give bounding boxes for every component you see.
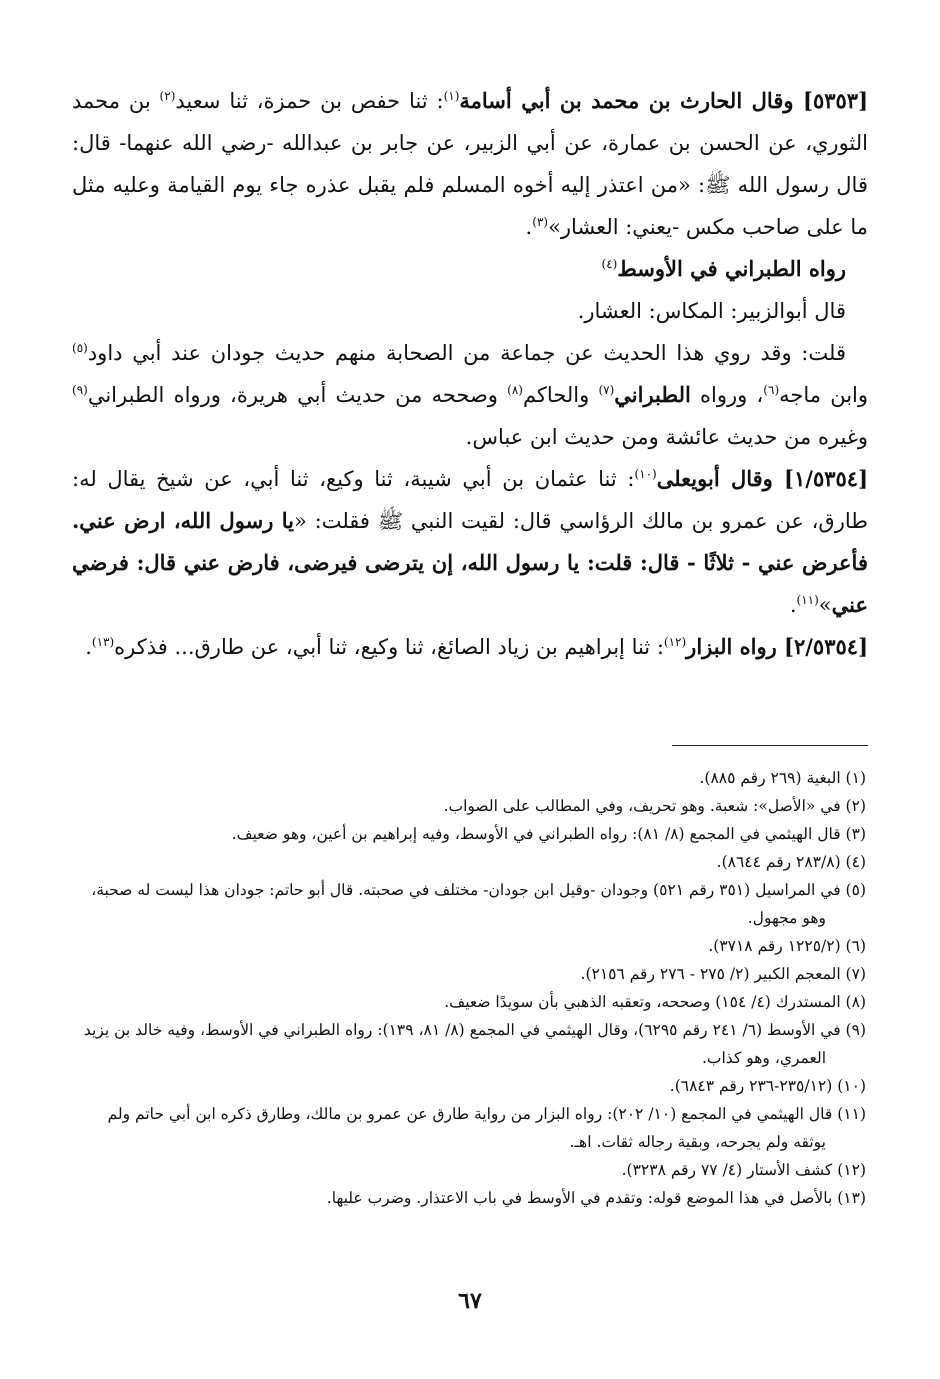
qultu-text-2: وابن ماجه	[779, 383, 869, 407]
footnote-ref-4[interactable]: (٤)	[601, 257, 618, 271]
footnote-ref-8[interactable]: (٨)	[507, 383, 523, 397]
qultu-text-4: والحاكم	[522, 383, 599, 407]
entry-5353-end: .	[525, 215, 533, 239]
entry-5354-1-quote: يا رسول الله، ارض عني. فأعرض عني - ثلاثًا - قال: قلت: يا رسول الله، إن يترضى فيرضى، فارض عني قال: فرضي عني	[72, 508, 868, 617]
footnote-11: (١١) قال الهيثمي في المجمع (١٠/ ٢٠٢): رواه البزار من رواية طارق عن عمرو بن مالك، وطارق ذكره ابن أبي حاتم ولم يوثقه ولم يجرحه، وبقية رجاله ثقات. اهـ.	[107, 1105, 866, 1151]
qultu-text-3: ، ورواه	[690, 383, 764, 407]
footnote-10: (١٠) (٢٣٥/١٢-٢٣٦ رقم ٦٨٤٣).	[669, 1077, 866, 1095]
entry-5354-1-label: [١/٥٣٥٤] وقال أبويعلى	[656, 466, 869, 491]
zubair-line: قال أبوالزبير: المكاس: العشار.	[577, 299, 846, 323]
footnotes	[70, 764, 866, 1212]
footnote-ref-10[interactable]: (١٠)	[634, 467, 657, 481]
footnote-12: (١٢) كشف الأستار (٤/ ٧٧ رقم ٣٢٣٨).	[621, 1161, 866, 1179]
footnote-ref-12[interactable]: (١٢)	[663, 635, 687, 649]
footnote-3: (٣) قال الهيثمي في المجمع (٨/ ٨١): رواه الطبراني في الأوسط، وفيه إبراهيم بن أعين، وهو ضعيف.	[231, 825, 866, 843]
footnote-13: (١٣) بالأصل في هذا الموضع قوله: وتقدم في الأوسط في باب الاعتذار. وضرب عليها.	[326, 1189, 866, 1207]
footnote-1: (١) البغية (٢٦٩ رقم ٨٨٥).	[699, 769, 866, 787]
footnote-8: (٨) المستدرك (٤/ ١٥٤) وصححه، وتعقبه الذهبي بأن سويدًا ضعيف.	[444, 993, 866, 1011]
entry-5353-label: [٥٣٥٣] وقال الحارث بن محمد بن أبي أسامة	[459, 88, 868, 113]
footnote-ref-6[interactable]: (٦)	[763, 383, 780, 397]
entry-5353-text-2: بن محمد الثوري، عن الحسن بن عمارة، عن أبي الزبير، عن جابر بن عبدالله -رضي الله عنهما- قال: قال رسول الله ﷺ: «من اعتذر إليه أخوه المسلم فلم يقبل عذره جاء يوم القيامة وعليه مثل ما على صاحب مكس -يعني: العشار»	[72, 89, 868, 239]
footnote-ref-1[interactable]: (١)	[443, 89, 460, 103]
footnote-4: (٤) (٢٨٣/٨ رقم ٨٦٤٤).	[716, 853, 866, 871]
entry-5354-1-end: .	[789, 593, 797, 617]
footnote-ref-11[interactable]: (١١)	[796, 593, 819, 607]
entry-5354-2-end: .	[85, 635, 92, 659]
footnote-ref-13[interactable]: (١٣)	[91, 635, 115, 649]
footnote-2: (٢) في «الأصل»: شعبة. وهو تحريف، وفي المطالب على الصواب.	[443, 797, 866, 815]
footnote-ref-3[interactable]: (٣)	[532, 215, 549, 229]
footnote-7: (٧) المعجم الكبير (٢/ ٢٧٥ - ٢٧٦ رقم ٢١٥٦).	[580, 965, 866, 983]
footnote-6: (٦) (١٢٢٥/٢ رقم ٣٧١٨).	[708, 937, 866, 955]
page-number: ٦٧	[458, 1288, 482, 1314]
qultu-text-1: قلت: وقد روي هذا الحديث عن جماعة من الصحابة منهم حديث جودان عند أبي داود	[87, 341, 846, 365]
qultu-text-6: وغيره من حديث عائشة ومن حديث ابن عباس.	[465, 425, 868, 449]
qultu-text-3b: الطبراني	[614, 382, 691, 407]
entry-5353	[72, 80, 868, 248]
entry-5354-2	[72, 626, 868, 668]
entry-5354-1-text: : ثنا عثمان بن أبي شيبة، ثنا وكيع، ثنا أبي، عن شيخ يقال له: طارق، عن عمرو بن مالك الرؤاسي قال: لقيت النبي ﷺ فقلت: «	[72, 467, 868, 533]
entry-5354-2-label: [٢/٥٣٥٤] رواه البزار	[686, 634, 868, 659]
tabarani-line	[72, 248, 868, 290]
tabarani-label: رواه الطبراني في الأوسط	[617, 256, 846, 281]
entry-5354-1	[72, 458, 868, 626]
qultu-paragraph	[72, 332, 868, 458]
qultu-text-5: وصححه من حديث أبي هريرة، ورواه الطبراني	[87, 383, 508, 407]
footnote-ref-7[interactable]: (٧)	[598, 383, 615, 397]
entry-5353-text-1: : ثنا حفص بن حمزة، ثنا سعيد	[175, 89, 444, 113]
footnote-5: (٥) في المراسيل (٣٥١ رقم ٥٢١) وجودان -وقيل ابن جودان- مختلف في صحبته. قال أبو حاتم: جودان هذا ليست له صحبة، وهو مجهول.	[91, 881, 866, 927]
footnote-ref-9[interactable]: (٩)	[72, 383, 88, 397]
main-text	[72, 80, 868, 668]
footnote-ref-5[interactable]: (٥)	[72, 341, 88, 355]
entry-5354-1-close: »	[818, 593, 832, 617]
footnote-9: (٩) في الأوسط (٦/ ٢٤١ رقم ٦٢٩٥)، وقال الهيثمي في المجمع (٨/ ٨١، ١٣٩): رواه الطبراني في الأوسط، وفيه خالد بن يزيد العمري، وهو كذاب.	[83, 1021, 866, 1067]
footnote-ref-2[interactable]: (٢)	[159, 89, 176, 103]
footnote-divider	[672, 745, 868, 746]
entry-5354-2-text: : ثنا إبراهيم بن زياد الصائغ، ثنا وكيع، ثنا أبي، عن طارق... فذكره	[114, 635, 664, 659]
